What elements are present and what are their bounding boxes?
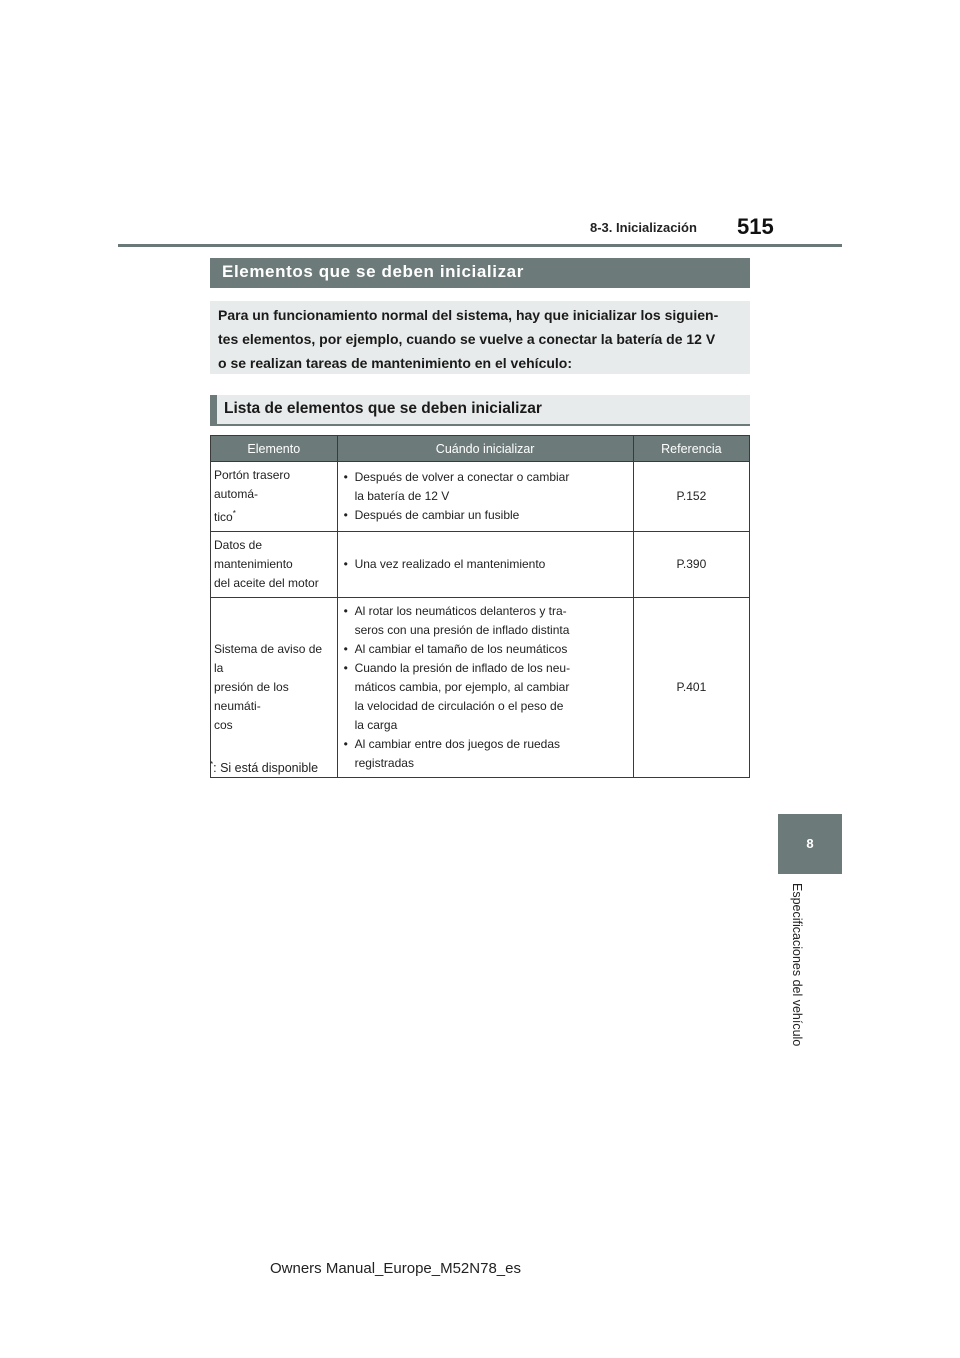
chapter-tab-number: 8 (806, 836, 814, 851)
reference-cell: P.401 (633, 598, 749, 778)
table-row (211, 598, 750, 778)
list-line: • Al cambiar entre dos juegos de ruedas (354, 737, 561, 751)
list-item (341, 640, 630, 659)
list-line: máticos cambia, por ejemplo, al cambiar (354, 680, 570, 694)
item-line: Sistema de aviso de la (214, 642, 323, 675)
availability-mark: * (232, 509, 236, 518)
when-list (341, 555, 630, 574)
document-footer: Owners Manual_Europe_M52N78_es (270, 1260, 521, 1277)
table-header-row (211, 436, 750, 462)
list-line: seros con una presión de inflado distinta (354, 623, 570, 637)
column-header-reference: Referencia (633, 436, 749, 462)
when-list (341, 602, 630, 773)
header-divider (118, 244, 842, 247)
list-line: la carga (354, 718, 398, 732)
initialization-table (210, 435, 750, 778)
list-line: la velocidad de circulación o el peso de (354, 699, 564, 713)
column-header-element: Elemento (211, 436, 338, 462)
subsection-accent (210, 395, 217, 424)
chapter-section-heading: 8-3. Inicialización (590, 220, 697, 235)
when-cell (337, 532, 633, 598)
item-cell (211, 462, 338, 532)
list-item (341, 735, 630, 773)
table-row (211, 532, 750, 598)
list-line: • Cuando la presión de inflado de los neu- (354, 661, 571, 675)
reference-cell: P.152 (633, 462, 749, 532)
list-item (341, 602, 630, 640)
item-cell (211, 532, 338, 598)
item-cell (211, 598, 338, 778)
when-list (341, 468, 630, 525)
list-line: la batería de 12 V (354, 489, 450, 503)
page-number: 515 (737, 214, 774, 239)
list-line: • Al cambiar el tamaño de los neumáticos (354, 642, 568, 656)
list-line: • Al rotar los neumáticos delanteros y tra- (354, 604, 567, 618)
when-cell (337, 598, 633, 778)
list-item (341, 468, 630, 506)
column-header-when: Cuándo inicializar (337, 436, 633, 462)
intro-line: o se realizan tareas de mantenimiento en el vehículo: (218, 355, 573, 371)
section-title-bar (210, 258, 750, 288)
item-line: Datos de mantenimiento (214, 538, 293, 571)
item-line: presión de los neumáti- (214, 680, 289, 713)
table-row (211, 462, 750, 532)
intro-line: Para un funcionamiento normal del sistema, hay que inicializar los siguien- (218, 307, 719, 323)
footnote-mark: * (210, 760, 214, 769)
section-title: Elementos que se deben inicializar (222, 262, 524, 281)
subsection-title-bar (210, 395, 750, 426)
item-line: tico (214, 510, 233, 524)
item-line: Portón trasero automá- (214, 468, 291, 501)
chapter-tab-label: Especificaciones del vehículo (790, 883, 804, 1047)
list-item (341, 659, 630, 735)
list-line: • Una vez realizado el mantenimiento (354, 557, 546, 571)
list-item (341, 555, 630, 574)
when-cell (337, 462, 633, 532)
chapter-tab (778, 814, 842, 874)
list-line: registradas (354, 756, 414, 770)
reference-cell: P.390 (633, 532, 749, 598)
intro-box (210, 301, 750, 374)
list-item (341, 506, 630, 525)
list-line: • Después de volver a conectar o cambiar (354, 470, 570, 484)
intro-line: tes elementos, por ejemplo, cuando se vuelve a conectar la batería de 12 V (218, 331, 716, 347)
list-line: • Después de cambiar un fusible (354, 508, 520, 522)
footnote (210, 760, 318, 775)
subsection-title: Lista de elementos que se deben inicializar (224, 400, 542, 417)
item-line-wrap (214, 504, 334, 527)
item-line: del aceite del motor (214, 576, 319, 590)
item-line: cos (214, 718, 233, 732)
footnote-text: : Si está disponible (213, 761, 319, 776)
